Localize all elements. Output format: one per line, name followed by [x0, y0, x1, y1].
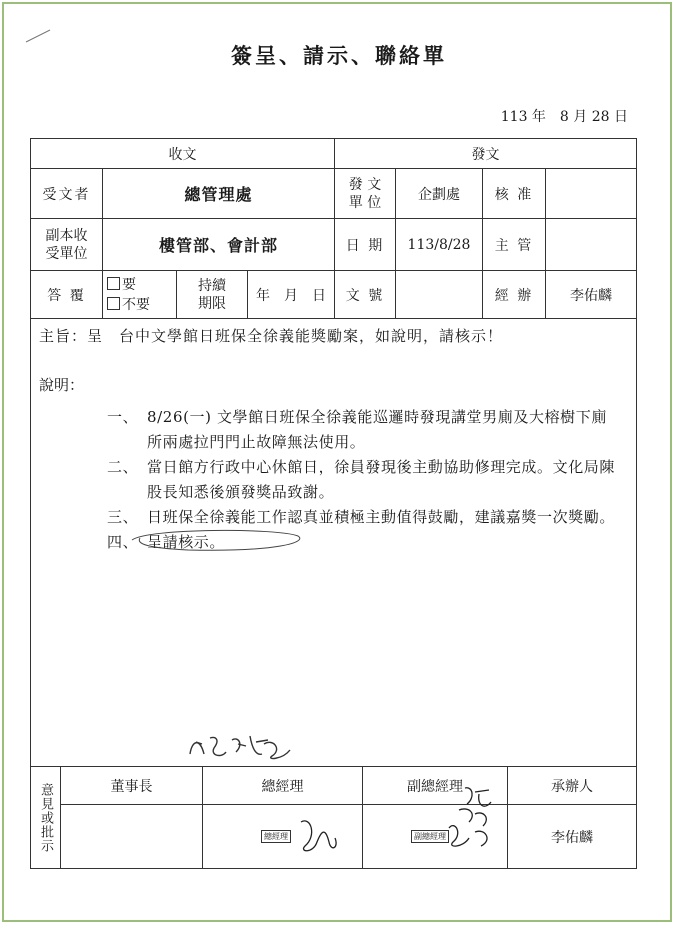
gm-signature-cell	[203, 805, 363, 869]
chairman-signature-cell	[61, 805, 203, 869]
approve-signature-cell	[546, 169, 637, 219]
opinion-table	[30, 766, 637, 869]
doc-no-value	[396, 271, 483, 319]
description-heading: 說明：	[39, 376, 85, 394]
duration-label-line2: 期限	[198, 295, 226, 312]
opinion-label: 意見或批示	[31, 767, 61, 869]
reply-option-need[interactable]	[107, 275, 176, 295]
reply-no-need-text: 不要	[122, 296, 150, 313]
date-value: 113/8/28	[396, 219, 483, 271]
doc-no-label: 文 號	[335, 271, 396, 319]
item-number: 三、	[107, 508, 139, 526]
recipient-label: 受文者	[31, 169, 103, 219]
checkbox-no-need[interactable]	[107, 297, 120, 310]
sent-header: 發文	[335, 139, 637, 169]
item-number: 二、	[107, 458, 139, 476]
sender-unit-value: 企劃處	[396, 169, 483, 219]
duration-label	[177, 271, 248, 319]
item-text: 當日館方行政中心休館日，徐員發現後主動協助修理完成。文化局陳股長知悉後頒發獎品致謝。	[147, 458, 616, 501]
gm-stamp: 總經理	[261, 830, 291, 843]
sender-unit-label-line1: 發 文	[348, 176, 382, 193]
deputy-gm-label: 副總經理	[363, 767, 508, 805]
content-cell	[31, 319, 637, 767]
recipient-value: 總管理處	[103, 169, 335, 219]
deputy-stamp: 副總經理	[411, 830, 449, 843]
gm-label: 總經理	[203, 767, 363, 805]
supervisor-label: 主 管	[483, 219, 546, 271]
handler-label: 經 辦	[483, 271, 546, 319]
reply-label: 答 覆	[31, 271, 103, 319]
deputy-gm-signature-area	[363, 806, 507, 868]
gm-signature-area	[203, 806, 362, 868]
item-number: 一、	[107, 408, 139, 426]
description-item	[107, 405, 628, 455]
cc-label-line2: 受單位	[45, 245, 88, 262]
reply-need-text: 要	[122, 276, 136, 293]
duration-label-line1: 持續	[198, 277, 226, 294]
gm-signature-scribble	[295, 812, 355, 862]
chairman-label: 董事長	[61, 767, 203, 805]
description-item	[107, 455, 628, 505]
deputy-signature-scribble	[419, 784, 509, 854]
reply-option-no-need[interactable]	[107, 295, 176, 315]
duration-value: 年 月 日	[248, 271, 335, 319]
handler-title-label: 承辦人	[508, 767, 637, 805]
sender-unit-label-line2: 單 位	[348, 194, 382, 211]
received-header: 收文	[31, 139, 335, 169]
handler-value: 李佑麟	[546, 271, 637, 319]
item-text: 呈請核示。	[147, 533, 226, 551]
handwritten-approval-note	[186, 730, 296, 764]
item-text: 日班保全徐義能工作認真並積極主動值得鼓勵，建議嘉獎一次獎勵。	[147, 508, 616, 526]
cc-label-line1: 副本收	[45, 227, 88, 244]
item-number: 四、	[107, 533, 139, 551]
subject-line: 主旨：呈 台中文學館日班保全徐義能獎勵案，如說明，請核示！	[39, 327, 504, 345]
cc-label	[31, 219, 103, 271]
date-label: 日 期	[335, 219, 396, 271]
cc-value: 樓管部、會計部	[103, 219, 335, 271]
reply-options	[103, 271, 177, 319]
approve-label: 核 准	[483, 169, 546, 219]
routing-form-table	[30, 138, 637, 767]
item-text: 8/26(一) 文學館日班保全徐義能巡邏時發現講堂男廁及大榕樹下廁所兩處拉門門止故障無法使用。	[147, 408, 607, 451]
document-title: 簽呈、請示、聯絡單	[231, 43, 447, 68]
hand-drawn-circle-mark	[128, 526, 328, 556]
handler-signature-value: 李佑麟	[508, 805, 637, 869]
document-date: 113 年 8 月 28 日	[500, 109, 628, 125]
supervisor-signature-cell	[546, 219, 637, 271]
deputy-gm-signature-cell	[363, 805, 508, 869]
sender-unit-label	[335, 169, 396, 219]
checkbox-need[interactable]	[107, 277, 120, 290]
